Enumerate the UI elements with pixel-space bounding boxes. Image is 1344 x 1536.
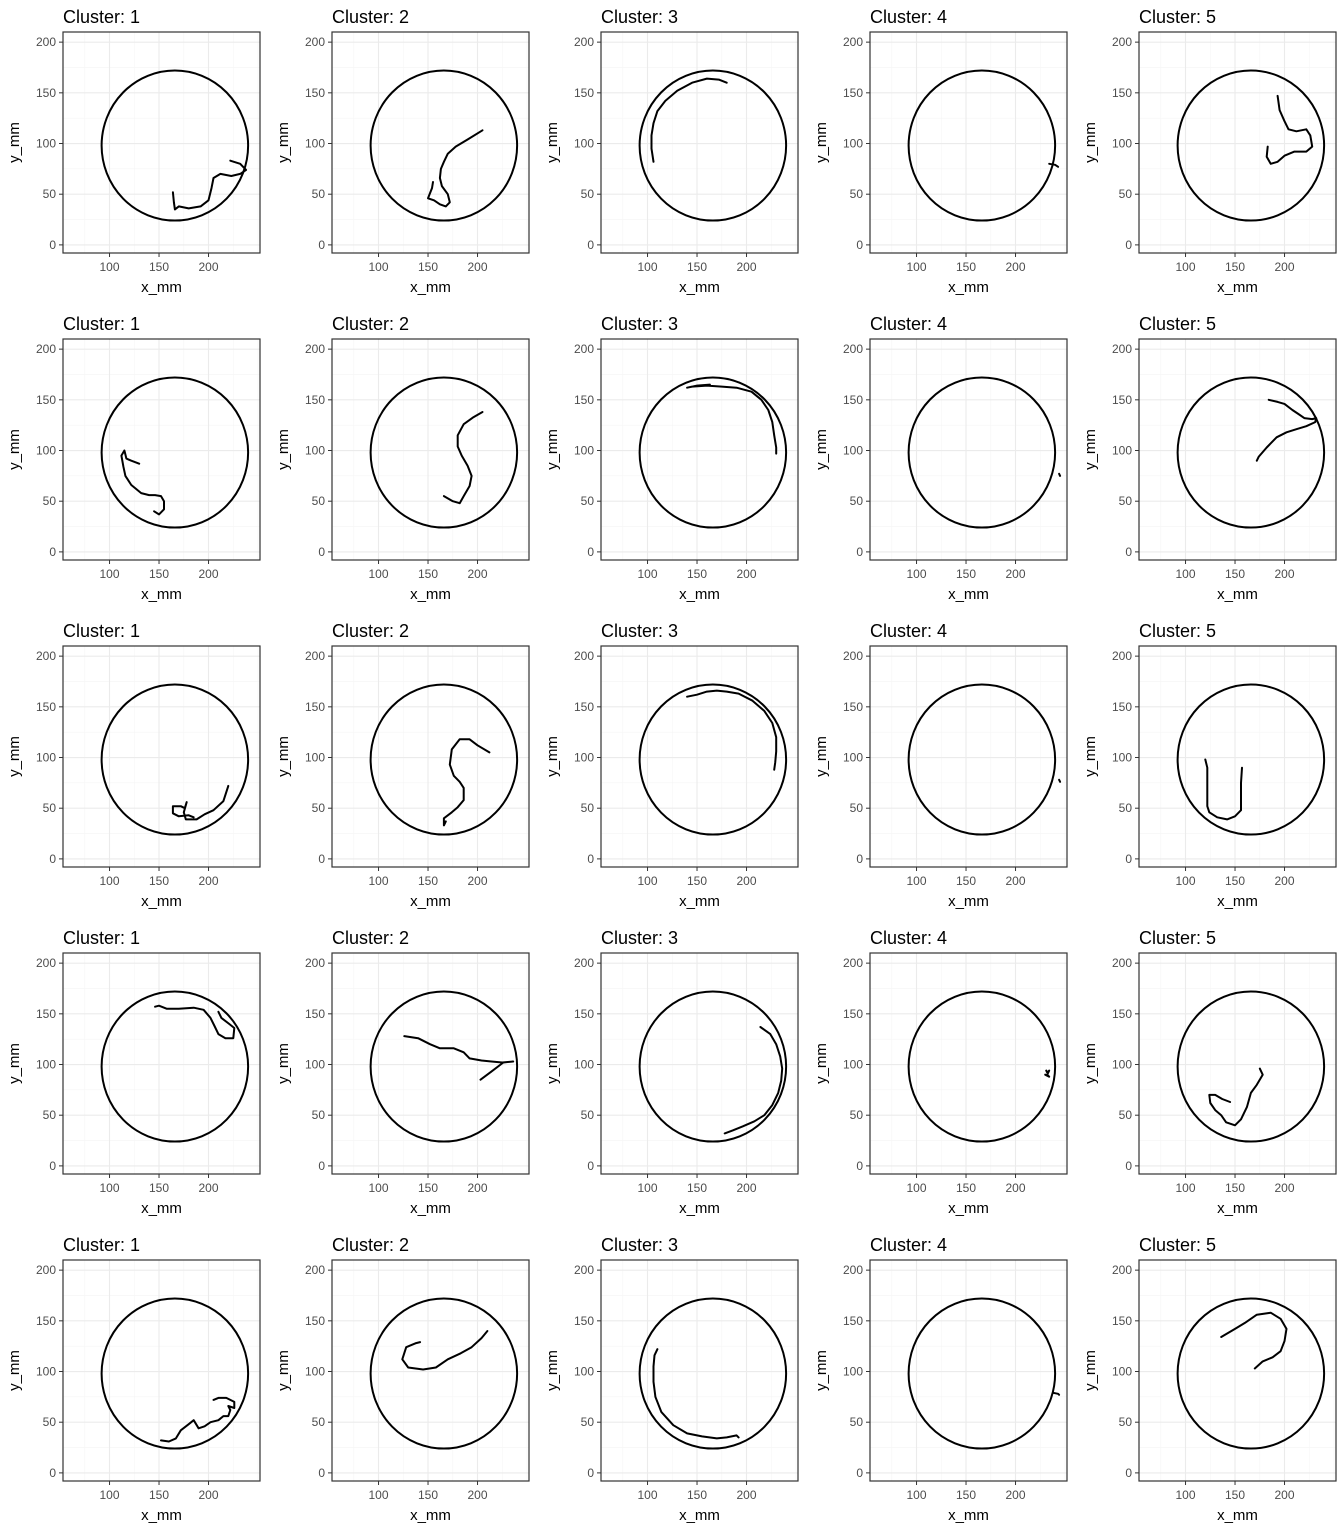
y-tick-label: 50	[849, 187, 863, 202]
y-axis-title: y_mm	[1082, 429, 1099, 470]
x-axis-title: x_mm	[410, 893, 451, 910]
x-axis-title: x_mm	[679, 1507, 720, 1524]
x-tick-label: 150	[1225, 567, 1246, 581]
x-tick-label: 100	[906, 1181, 927, 1195]
y-tick-label: 100	[304, 443, 325, 458]
y-tick-label: 200	[35, 35, 56, 50]
y-axis-title: y_mm	[544, 736, 561, 777]
x-tick-label: 150	[956, 567, 977, 581]
x-axis-title: x_mm	[410, 1507, 451, 1524]
x-tick-label: 150	[149, 1488, 170, 1502]
facet-title: Cluster: 1	[63, 7, 141, 27]
y-tick-label: 200	[35, 956, 56, 971]
x-tick-label: 100	[637, 1488, 658, 1502]
facet-title: Cluster: 3	[601, 314, 679, 334]
y-axis-title: y_mm	[275, 1350, 292, 1391]
y-tick-label: 100	[304, 1057, 325, 1072]
facet-title: Cluster: 5	[1139, 314, 1217, 334]
y-tick-label: 200	[1111, 956, 1132, 971]
y-tick-label: 150	[304, 699, 325, 714]
y-tick-label: 100	[842, 1057, 863, 1072]
x-tick-label: 100	[906, 874, 927, 888]
y-tick-label: 200	[35, 649, 56, 664]
x-tick-label: 200	[1274, 1181, 1295, 1195]
facet-title: Cluster: 5	[1139, 1235, 1217, 1255]
y-tick-label: 50	[580, 494, 594, 509]
y-tick-label: 100	[1111, 1364, 1132, 1379]
y-tick-label: 100	[573, 1364, 594, 1379]
x-tick-label: 150	[956, 1181, 977, 1195]
x-axis-title: x_mm	[948, 1200, 989, 1217]
x-tick-label: 200	[1274, 260, 1295, 274]
y-tick-label: 150	[35, 392, 56, 407]
y-tick-label: 0	[318, 851, 325, 866]
y-tick-label: 0	[1125, 1158, 1132, 1173]
facet-title: Cluster: 3	[601, 928, 679, 948]
x-tick-label: 200	[1274, 567, 1295, 581]
y-tick-label: 200	[573, 1263, 594, 1278]
y-tick-label: 200	[842, 342, 863, 357]
y-tick-label: 150	[1111, 85, 1132, 100]
y-tick-label: 0	[856, 237, 863, 252]
x-tick-label: 150	[149, 260, 170, 274]
y-axis-title: y_mm	[1082, 122, 1099, 163]
x-tick-label: 200	[1005, 567, 1026, 581]
y-tick-label: 200	[1111, 342, 1132, 357]
facet-title: Cluster: 5	[1139, 928, 1217, 948]
x-tick-label: 150	[687, 1488, 708, 1502]
facet-title: Cluster: 1	[63, 1235, 141, 1255]
y-axis-title: y_mm	[544, 1350, 561, 1391]
x-tick-label: 100	[906, 567, 927, 581]
x-tick-label: 150	[149, 567, 170, 581]
x-tick-label: 100	[1175, 567, 1196, 581]
y-tick-label: 100	[35, 136, 56, 151]
x-tick-label: 150	[687, 260, 708, 274]
y-tick-label: 150	[304, 85, 325, 100]
y-axis-title: y_mm	[275, 122, 292, 163]
y-tick-label: 0	[587, 851, 594, 866]
y-axis-title: y_mm	[275, 429, 292, 470]
x-axis-title: x_mm	[679, 279, 720, 296]
x-tick-label: 200	[1005, 1488, 1026, 1502]
y-tick-label: 50	[311, 494, 325, 509]
y-tick-label: 200	[35, 342, 56, 357]
y-tick-label: 0	[318, 237, 325, 252]
y-tick-label: 50	[849, 1415, 863, 1430]
y-tick-label: 0	[318, 1465, 325, 1480]
y-tick-label: 100	[842, 136, 863, 151]
y-axis-title: y_mm	[275, 1043, 292, 1084]
x-tick-label: 200	[198, 874, 219, 888]
y-tick-label: 0	[49, 544, 56, 559]
x-tick-label: 150	[687, 567, 708, 581]
y-tick-label: 50	[580, 1108, 594, 1123]
y-tick-label: 200	[1111, 649, 1132, 664]
x-tick-label: 150	[956, 1488, 977, 1502]
facet-title: Cluster: 1	[63, 928, 141, 948]
x-tick-label: 100	[368, 260, 389, 274]
y-tick-label: 50	[311, 801, 325, 816]
y-tick-label: 150	[573, 699, 594, 714]
x-tick-label: 100	[906, 1488, 927, 1502]
y-tick-label: 100	[35, 1057, 56, 1072]
y-axis-title: y_mm	[544, 1043, 561, 1084]
x-tick-label: 100	[99, 1488, 120, 1502]
y-tick-label: 50	[1118, 1415, 1132, 1430]
x-axis-title: x_mm	[141, 893, 182, 910]
facet-title: Cluster: 4	[870, 928, 948, 948]
y-axis-title: y_mm	[6, 736, 23, 777]
x-tick-label: 150	[956, 260, 977, 274]
facet-title: Cluster: 3	[601, 621, 679, 641]
x-tick-label: 150	[418, 874, 439, 888]
y-tick-label: 50	[42, 187, 56, 202]
x-tick-label: 200	[467, 1488, 488, 1502]
y-axis-title: y_mm	[1082, 736, 1099, 777]
x-axis-title: x_mm	[141, 1507, 182, 1524]
y-tick-label: 150	[573, 392, 594, 407]
y-axis-title: y_mm	[1082, 1350, 1099, 1391]
x-tick-label: 150	[1225, 1181, 1246, 1195]
y-tick-label: 150	[573, 85, 594, 100]
y-tick-label: 0	[318, 544, 325, 559]
x-tick-label: 150	[687, 874, 708, 888]
y-tick-label: 150	[842, 1006, 863, 1021]
y-axis-title: y_mm	[813, 1350, 830, 1391]
y-tick-label: 150	[573, 1006, 594, 1021]
y-tick-label: 150	[842, 699, 863, 714]
y-tick-label: 150	[35, 1313, 56, 1328]
y-axis-title: y_mm	[813, 429, 830, 470]
y-tick-label: 200	[1111, 35, 1132, 50]
x-tick-label: 200	[736, 260, 757, 274]
y-tick-label: 200	[304, 956, 325, 971]
y-tick-label: 50	[1118, 187, 1132, 202]
x-tick-label: 200	[467, 260, 488, 274]
y-tick-label: 0	[856, 544, 863, 559]
y-tick-label: 0	[587, 237, 594, 252]
x-axis-title: x_mm	[679, 586, 720, 603]
x-axis-title: x_mm	[1217, 586, 1258, 603]
facet-title: Cluster: 2	[332, 621, 410, 641]
x-axis-title: x_mm	[679, 1200, 720, 1217]
x-tick-label: 150	[418, 1488, 439, 1502]
y-axis-title: y_mm	[813, 1043, 830, 1084]
x-tick-label: 200	[198, 1488, 219, 1502]
x-axis-title: x_mm	[1217, 1507, 1258, 1524]
x-axis-title: x_mm	[1217, 1200, 1258, 1217]
y-tick-label: 100	[35, 750, 56, 765]
facet-title: Cluster: 4	[870, 7, 948, 27]
y-tick-label: 0	[1125, 851, 1132, 866]
y-tick-label: 200	[842, 956, 863, 971]
y-axis-title: y_mm	[6, 429, 23, 470]
x-tick-label: 200	[736, 567, 757, 581]
y-tick-label: 150	[304, 1006, 325, 1021]
y-tick-label: 50	[849, 801, 863, 816]
y-tick-label: 50	[42, 494, 56, 509]
y-tick-label: 0	[587, 1465, 594, 1480]
y-tick-label: 200	[1111, 1263, 1132, 1278]
x-tick-label: 100	[368, 874, 389, 888]
x-axis-title: x_mm	[948, 279, 989, 296]
x-tick-label: 100	[99, 874, 120, 888]
x-tick-label: 100	[99, 1181, 120, 1195]
y-axis-title: y_mm	[813, 736, 830, 777]
y-tick-label: 0	[587, 544, 594, 559]
facet-title: Cluster: 5	[1139, 7, 1217, 27]
x-tick-label: 100	[637, 874, 658, 888]
y-tick-label: 100	[573, 750, 594, 765]
y-tick-label: 100	[1111, 136, 1132, 151]
y-tick-label: 200	[842, 649, 863, 664]
y-tick-label: 200	[304, 1263, 325, 1278]
x-axis-title: x_mm	[948, 1507, 989, 1524]
x-tick-label: 200	[198, 567, 219, 581]
y-tick-label: 50	[311, 1108, 325, 1123]
y-tick-label: 100	[573, 136, 594, 151]
x-axis-title: x_mm	[410, 586, 451, 603]
y-axis-title: y_mm	[6, 1043, 23, 1084]
x-tick-label: 100	[1175, 260, 1196, 274]
x-axis-title: x_mm	[141, 1200, 182, 1217]
x-axis-title: x_mm	[948, 586, 989, 603]
y-tick-label: 0	[49, 1465, 56, 1480]
y-tick-label: 50	[42, 801, 56, 816]
x-axis-title: x_mm	[679, 893, 720, 910]
y-tick-label: 100	[842, 443, 863, 458]
x-tick-label: 200	[1274, 1488, 1295, 1502]
y-tick-label: 50	[580, 1415, 594, 1430]
x-tick-label: 200	[467, 874, 488, 888]
x-tick-label: 100	[368, 1488, 389, 1502]
y-tick-label: 100	[35, 1364, 56, 1379]
y-tick-label: 100	[304, 136, 325, 151]
y-tick-label: 100	[1111, 443, 1132, 458]
x-tick-label: 200	[198, 1181, 219, 1195]
y-tick-label: 150	[1111, 1006, 1132, 1021]
y-axis-title: y_mm	[275, 736, 292, 777]
x-tick-label: 100	[1175, 874, 1196, 888]
y-tick-label: 150	[1111, 392, 1132, 407]
x-tick-label: 150	[149, 874, 170, 888]
y-tick-label: 150	[842, 392, 863, 407]
x-axis-title: x_mm	[1217, 279, 1258, 296]
y-tick-label: 50	[580, 801, 594, 816]
trajectory-line	[1059, 474, 1060, 476]
x-tick-label: 100	[1175, 1181, 1196, 1195]
y-tick-label: 150	[35, 699, 56, 714]
y-tick-label: 200	[842, 35, 863, 50]
x-tick-label: 100	[99, 567, 120, 581]
y-tick-label: 100	[35, 443, 56, 458]
y-tick-label: 50	[1118, 801, 1132, 816]
y-axis-title: y_mm	[6, 122, 23, 163]
y-tick-label: 200	[842, 1263, 863, 1278]
y-tick-label: 0	[1125, 544, 1132, 559]
y-tick-label: 0	[49, 237, 56, 252]
y-tick-label: 0	[318, 1158, 325, 1173]
y-axis-title: y_mm	[813, 122, 830, 163]
facet-title: Cluster: 5	[1139, 621, 1217, 641]
y-tick-label: 50	[42, 1415, 56, 1430]
x-tick-label: 150	[956, 874, 977, 888]
y-tick-label: 0	[587, 1158, 594, 1173]
y-tick-label: 200	[304, 342, 325, 357]
x-tick-label: 200	[467, 1181, 488, 1195]
facet-title: Cluster: 4	[870, 1235, 948, 1255]
trajectory-line	[1059, 780, 1060, 782]
x-tick-label: 100	[637, 1181, 658, 1195]
facet-title: Cluster: 1	[63, 621, 141, 641]
y-axis-title: y_mm	[6, 1350, 23, 1391]
y-tick-label: 150	[304, 392, 325, 407]
y-tick-label: 0	[856, 1158, 863, 1173]
x-axis-title: x_mm	[1217, 893, 1258, 910]
y-tick-label: 150	[35, 85, 56, 100]
x-tick-label: 100	[1175, 1488, 1196, 1502]
x-tick-label: 100	[99, 260, 120, 274]
y-tick-label: 0	[856, 851, 863, 866]
y-tick-label: 100	[573, 1057, 594, 1072]
y-tick-label: 0	[856, 1465, 863, 1480]
x-tick-label: 200	[736, 874, 757, 888]
facet-title: Cluster: 4	[870, 621, 948, 641]
facet-title: Cluster: 2	[332, 928, 410, 948]
x-axis-title: x_mm	[948, 893, 989, 910]
y-tick-label: 200	[573, 35, 594, 50]
x-tick-label: 150	[1225, 1488, 1246, 1502]
x-tick-label: 150	[418, 567, 439, 581]
y-tick-label: 200	[304, 35, 325, 50]
x-tick-label: 150	[418, 260, 439, 274]
y-tick-label: 200	[35, 1263, 56, 1278]
y-axis-title: y_mm	[544, 122, 561, 163]
y-tick-label: 50	[311, 187, 325, 202]
y-tick-label: 50	[849, 1108, 863, 1123]
x-tick-label: 200	[1005, 1181, 1026, 1195]
x-axis-title: x_mm	[141, 279, 182, 296]
x-tick-label: 100	[368, 1181, 389, 1195]
y-tick-label: 0	[1125, 237, 1132, 252]
y-tick-label: 150	[573, 1313, 594, 1328]
y-tick-label: 200	[304, 649, 325, 664]
y-tick-label: 100	[842, 750, 863, 765]
x-axis-title: x_mm	[141, 586, 182, 603]
facet-title: Cluster: 2	[332, 314, 410, 334]
x-tick-label: 200	[736, 1488, 757, 1502]
facet-title: Cluster: 1	[63, 314, 141, 334]
y-tick-label: 150	[1111, 1313, 1132, 1328]
y-tick-label: 150	[35, 1006, 56, 1021]
x-tick-label: 200	[736, 1181, 757, 1195]
x-tick-label: 150	[149, 1181, 170, 1195]
y-tick-label: 200	[573, 956, 594, 971]
y-tick-label: 50	[1118, 1108, 1132, 1123]
y-tick-label: 100	[304, 1364, 325, 1379]
y-tick-label: 50	[1118, 494, 1132, 509]
facet-title: Cluster: 2	[332, 7, 410, 27]
y-tick-label: 0	[49, 1158, 56, 1173]
facet-title: Cluster: 3	[601, 1235, 679, 1255]
x-tick-label: 200	[1005, 874, 1026, 888]
y-tick-label: 100	[573, 443, 594, 458]
y-tick-label: 150	[842, 1313, 863, 1328]
x-tick-label: 100	[637, 567, 658, 581]
x-tick-label: 150	[418, 1181, 439, 1195]
x-tick-label: 150	[687, 1181, 708, 1195]
x-tick-label: 150	[1225, 874, 1246, 888]
x-tick-label: 100	[906, 260, 927, 274]
y-axis-title: y_mm	[544, 429, 561, 470]
facet-title: Cluster: 4	[870, 314, 948, 334]
y-tick-label: 100	[1111, 1057, 1132, 1072]
y-tick-label: 0	[49, 851, 56, 866]
y-tick-label: 100	[1111, 750, 1132, 765]
x-tick-label: 200	[198, 260, 219, 274]
y-tick-label: 0	[1125, 1465, 1132, 1480]
y-tick-label: 150	[304, 1313, 325, 1328]
y-axis-title: y_mm	[1082, 1043, 1099, 1084]
y-tick-label: 50	[42, 1108, 56, 1123]
y-tick-label: 150	[1111, 699, 1132, 714]
y-tick-label: 200	[573, 342, 594, 357]
x-axis-title: x_mm	[410, 1200, 451, 1217]
y-tick-label: 50	[580, 187, 594, 202]
y-tick-label: 50	[311, 1415, 325, 1430]
x-tick-label: 100	[637, 260, 658, 274]
x-tick-label: 200	[467, 567, 488, 581]
y-tick-label: 150	[842, 85, 863, 100]
facet-title: Cluster: 2	[332, 1235, 410, 1255]
y-tick-label: 100	[304, 750, 325, 765]
y-tick-label: 200	[573, 649, 594, 664]
x-tick-label: 100	[368, 567, 389, 581]
x-tick-label: 150	[1225, 260, 1246, 274]
y-tick-label: 50	[849, 494, 863, 509]
facet-title: Cluster: 3	[601, 7, 679, 27]
x-tick-label: 200	[1274, 874, 1295, 888]
y-tick-label: 100	[842, 1364, 863, 1379]
x-axis-title: x_mm	[410, 279, 451, 296]
x-tick-label: 200	[1005, 260, 1026, 274]
